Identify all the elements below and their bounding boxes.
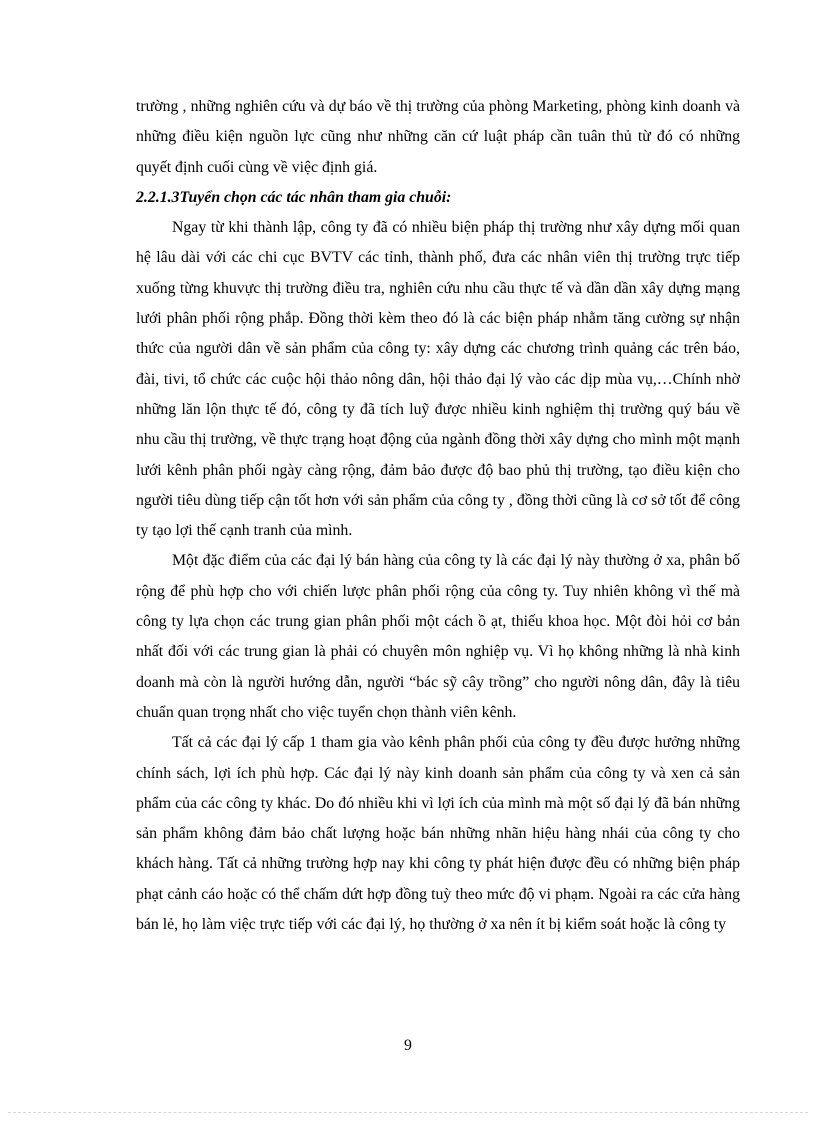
paragraph-1: Ngay từ khi thành lập, công ty đã có nhiều biện pháp thị trường như xây dựng mối quan hệ lâu dài với các chi cục BVTV các tỉnh, thành phố, đưa các nhân viên thị trường trực tiếp xuống từng khuvực thị trường điều tra, nghiên cứu nhu cầu thực tế và dần dần xây dựng mạng lưới phân phối rộng phắp. Đồng thời kèm theo đó là các biện pháp nhằm tăng cường sự nhận thức của người dân về sản phẩm của công ty: xây dựng các chương trình quảng các trên báo, đài, tivi, tổ chức các cuộc hội thảo nông dân, hội thảo đại lý vào các dịp mùa vụ,…Chính nhờ những lăn lộn thực tế đó, công ty đã tích luỹ được nhiều kinh nghiệm thị trường quý báu về nhu cầu thị trường, về thực trạng hoạt động của ngành đồng thời xây dựng cho mình một mạnh lưới kênh phân phối ngày càng rộng, đảm bảo được độ bao phủ thị trường, tạo điều kiện cho người tiêu dùng tiếp cận tốt hơn với sản phẩm của công ty , đồng thời cũng là cơ sở tốt để công ty tạo lợi thế cạnh tranh của mình. <box>136 219 740 540</box>
page-bottom-divider <box>8 1112 808 1113</box>
page-number: 9 <box>404 1037 412 1054</box>
body-text <box>136 92 740 940</box>
section-heading: 2.2.1.3Tuyển chọn các tác nhân tham gia chuỗi: <box>136 188 452 206</box>
paragraph-2: Một đặc điểm của các đại lý bán hàng của công ty là các đại lý này thường ở xa, phân bố rộng để phù hợp cho với chiến lược phân phối rộng của công ty. Tuy nhiên không vì thế mà công ty lựa chọn các trung gian phân phối một cách ồ ạt, thiếu khoa học. Một đòi hỏi cơ bản nhất đối với các trung gian là phải có chuyên môn nghiệp vụ. Vì họ không những là nhà kinh doanh mà còn là người hướng dẫn, người “bác sỹ cây trồng” cho người nông dân, đây là tiêu chuẩn quan trọng nhất cho việc tuyển chọn thành viên kênh. <box>136 552 740 721</box>
paragraph-3: Tất cả các đại lý cấp 1 tham gia vào kênh phân phối của công ty đều được hưởng những chính sách, lợi ích phù hợp. Các đại lý này kinh doanh sản phẩm của công ty và xen cả sản phẩm của các công ty khác. Do đó nhiều khi vì lợi ích của mình mà một số đại lý đã bán những sản phẩm không đảm bảo chất lượng hoặc bán những nhãn hiệu hàng nhái của công ty cho khách hàng. Tất cả những trường hợp nay khi công ty phát hiện được đều có những biện pháp phạt cảnh cáo hoặc có thể chấm dứt hợp đồng tuỳ theo mức độ vi phạm. Ngoài ra các cửa hàng bán lẻ, họ làm việc trực tiếp với các đại lý, họ thường ở xa nên ít bị kiểm soát hoặc là công ty <box>136 734 740 934</box>
intro-paragraph: trường , những nghiên cứu và dự báo về thị trường của phòng Marketing, phòng kinh doanh và những điều kiện nguồn lực cũng như những căn cứ luật pháp cần tuân thủ từ đó có những quyết định cuối cùng về việc định giá. <box>136 98 740 176</box>
